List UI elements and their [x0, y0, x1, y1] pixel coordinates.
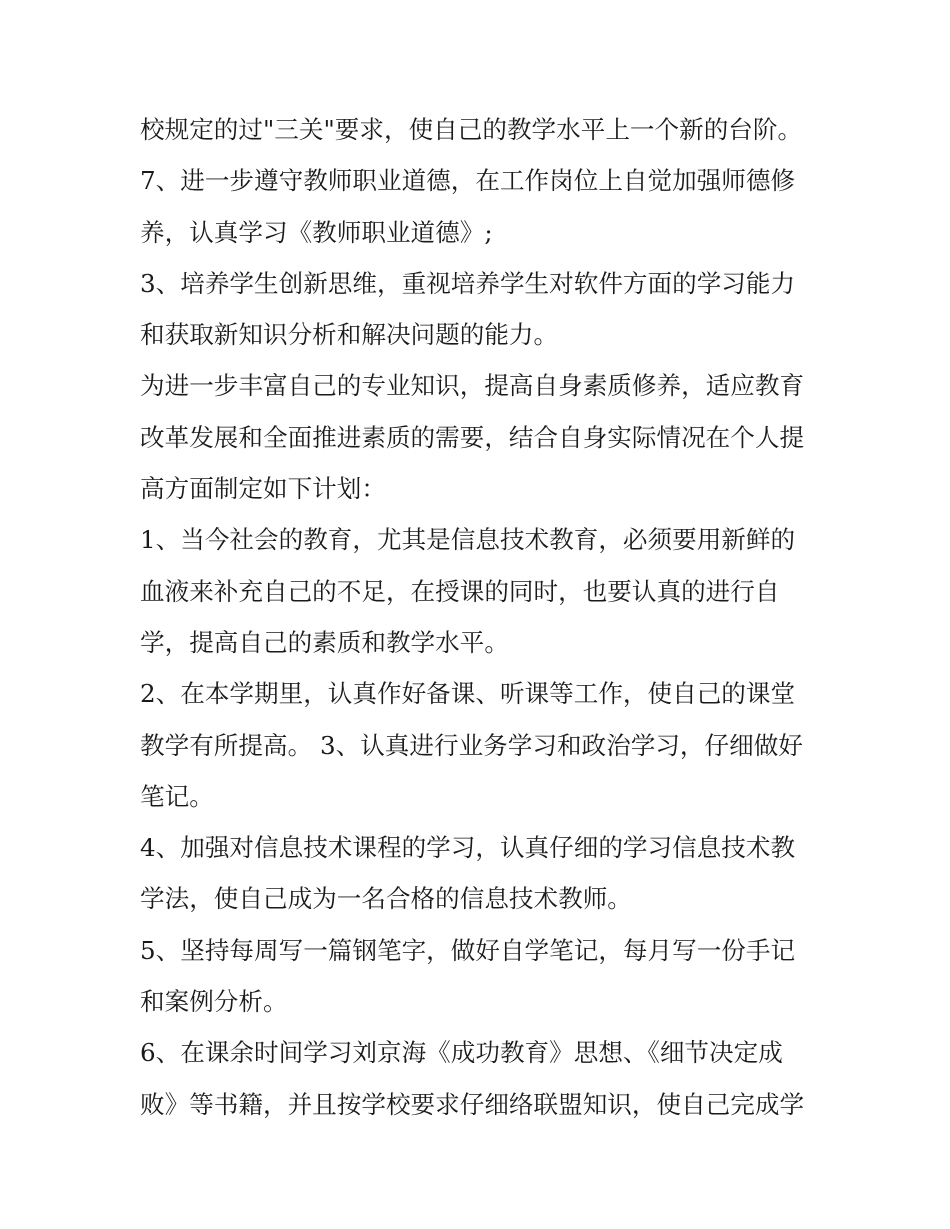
text-line: 和案例分析。: [140, 987, 288, 1017]
text-line: 败》等书籍，并且按学校要求仔细络联盟知识，使自己完成学: [140, 1089, 805, 1119]
text-line: 7、进一步遵守教师职业道德，在工作岗位上自觉加强师德修: [140, 166, 796, 196]
text-line: 血液来补充自己的不足，在授课的同时，也要认真的进行自: [140, 576, 780, 606]
text-line: 高方面制定如下计划：: [140, 474, 386, 504]
text-line: 3、培养学生创新思维，重视培养学生对软件方面的学习能力: [140, 268, 796, 298]
document-body: [140, 104, 820, 1130]
text-line: 4、加强对信息技术课程的学习，认真仔细的学习信息技术教: [140, 833, 796, 863]
text-line: 5、坚持每周写一篇钢笔字，做好自学笔记，每月写一份手记: [140, 935, 796, 965]
text-line: 笔记。: [140, 781, 214, 811]
text-line: 2、在本学期里，认真作好备课、听课等工作，使自己的课堂: [140, 679, 796, 709]
text-line: 学法，使自己成为一名合格的信息技术教师。: [140, 884, 632, 914]
text-line: 和获取新知识分析和解决问题的能力。: [140, 320, 559, 350]
text-line: 1、当今社会的教育，尤其是信息技术教育，必须要用新鲜的: [140, 525, 796, 555]
text-line: 为进一步丰富自己的专业知识，提高自身素质修养，适应教育: [140, 371, 805, 401]
text-line: 学，提高自己的素质和教学水平。: [140, 627, 509, 657]
text-line: 6、在课余时间学习刘京海《成功教育》思想、《细节决定成: [140, 1038, 783, 1068]
text-line: 养，认真学习《教师职业道德》;: [140, 217, 493, 247]
text-line: 教学有所提高。 3、认真进行业务学习和政治学习，仔细做好: [140, 730, 803, 760]
text-line: 校规定的过"三关"要求，使自己的教学水平上一个新的台阶。: [140, 115, 803, 144]
text-line: 改革发展和全面推进素质的需要，结合自身实际情况在个人提: [140, 422, 805, 452]
